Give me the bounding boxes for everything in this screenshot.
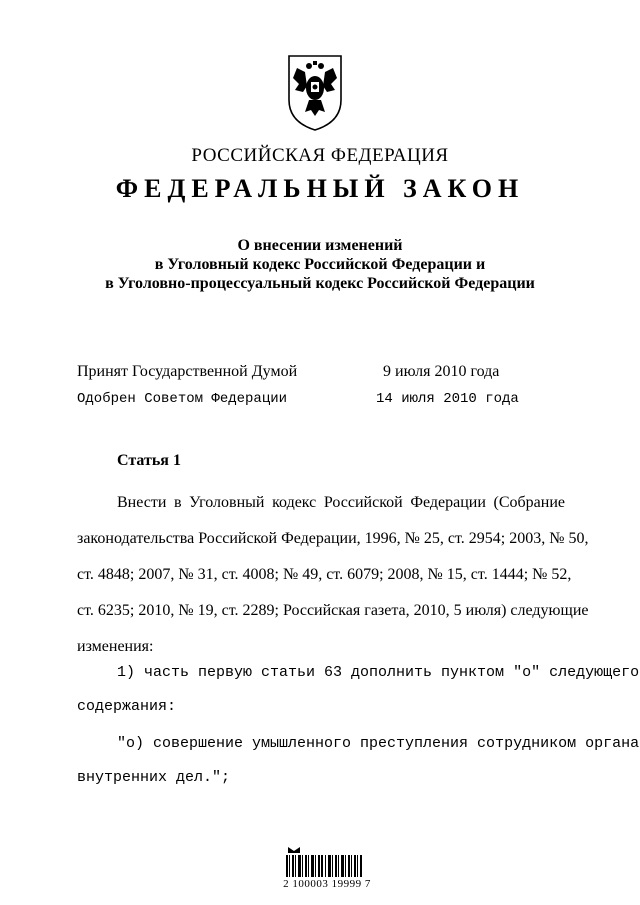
subject-line-1: О внесении изменений: [237, 237, 403, 254]
duma-label: Принят Государственной Думой: [77, 363, 298, 380]
intro-line: изменения:: [77, 638, 154, 655]
article-title: Статья 1: [117, 452, 181, 469]
country-title: РОССИЙСКАЯ ФЕДЕРАЦИЯ: [191, 145, 449, 166]
subject-line-3: в Уголовно-процессуальный кодекс Российской Федерации: [105, 275, 535, 292]
intro-line: законодательства Российской Федерации, 1996, № 25, ст. 2954; 2003, № 50,: [77, 530, 589, 547]
subject-line-2: в Уголовный кодекс Российской Федерации и: [154, 256, 486, 273]
article-intro: [77, 485, 589, 665]
coat-of-arms-icon: [283, 52, 347, 132]
item-line: содержания:: [77, 698, 177, 715]
article-item-1: [77, 656, 640, 724]
duma-date: 9 июля 2010 года: [383, 363, 500, 380]
quote-line: внутренних дел.";: [77, 769, 231, 786]
law-type-title: ФЕДЕРАЛЬНЫЙ ЗАКОН: [115, 174, 525, 203]
item-line: 1) часть первую статьи 63 дополнить пунктом "о" следующего: [117, 664, 640, 681]
council-label: Одобрен Советом Федерации: [77, 391, 288, 407]
law-subject: [0, 236, 640, 293]
council-date: 14 июля 2010 года: [376, 391, 519, 407]
intro-line: ст. 6235; 2010, № 19, ст. 2289; Российская газета, 2010, 5 июля) следующие: [77, 602, 589, 619]
quote-line: "о) совершение умышленного преступления сотрудником органа: [117, 735, 640, 752]
intro-line: Внести в Уголовный кодекс Российской Федерации (Собрание: [117, 494, 565, 511]
intro-line: ст. 4848; 2007, № 31, ст. 4008; № 49, ст. 6079; 2008, № 15, ст. 1444; № 52,: [77, 566, 572, 583]
barcode-number: 2 100003 19999 7: [283, 878, 371, 890]
article-quote: [77, 727, 640, 795]
